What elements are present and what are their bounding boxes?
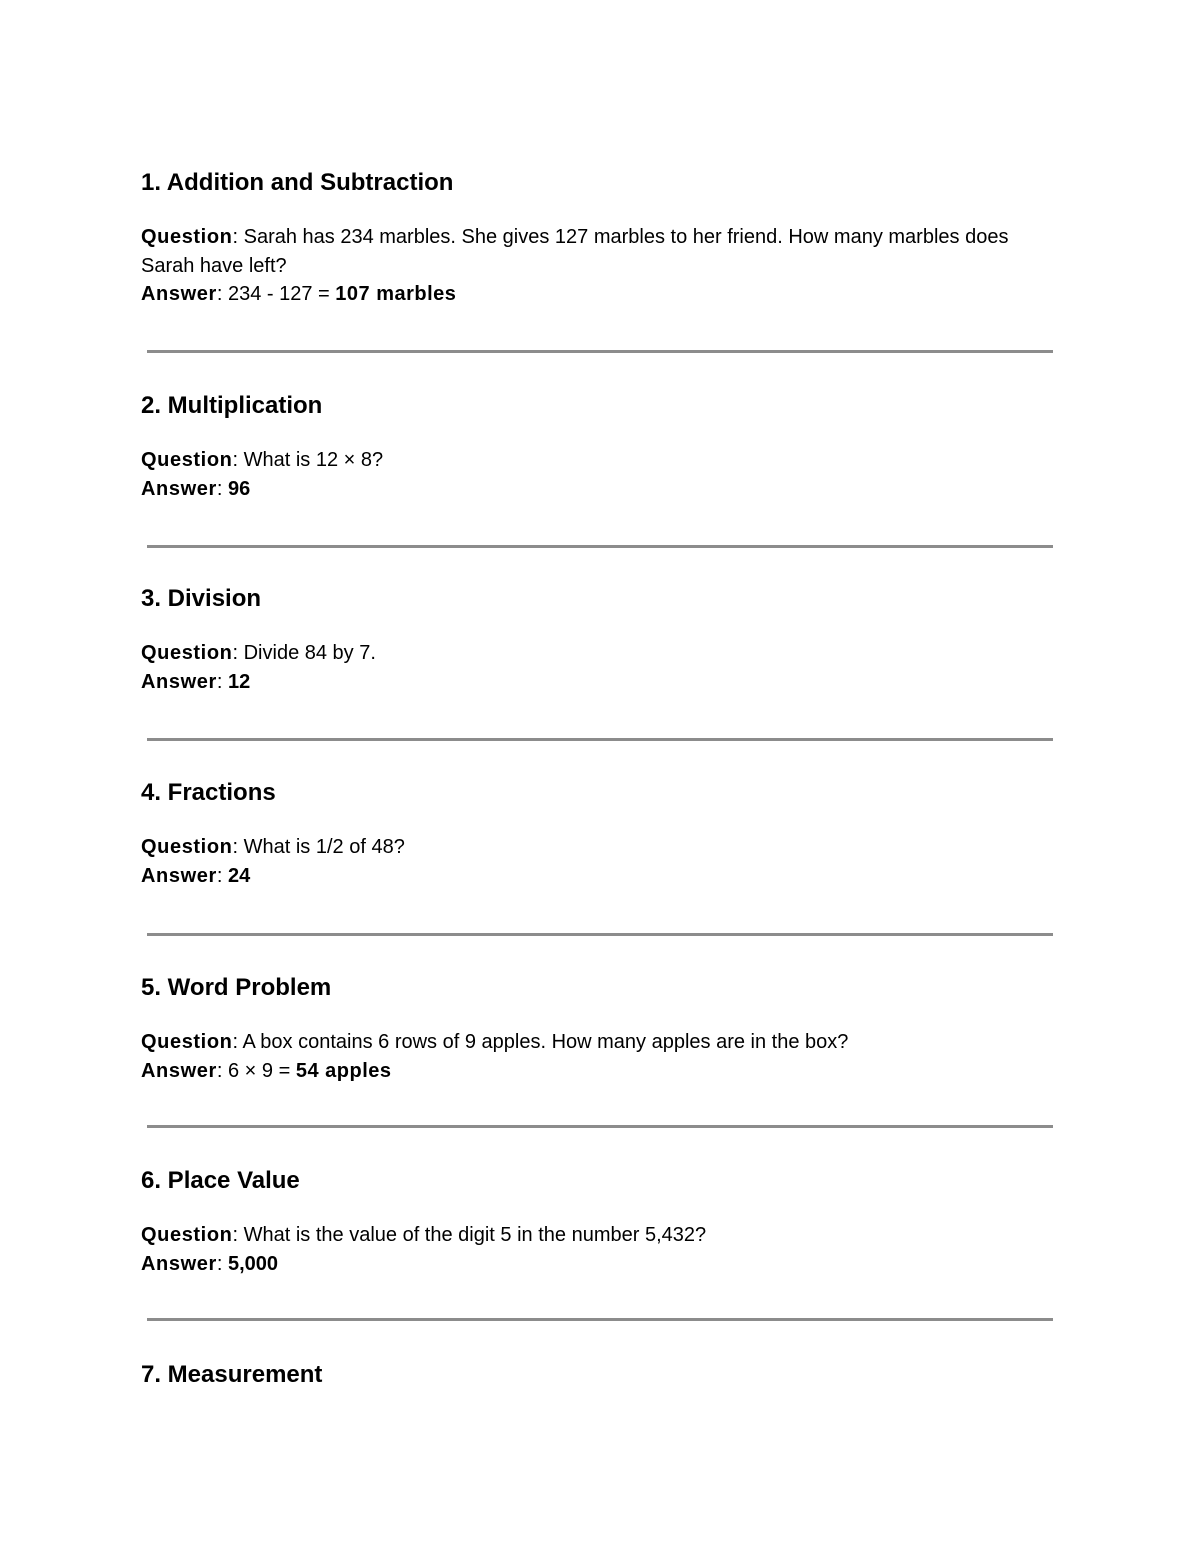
question-answer-block <box>141 639 1041 696</box>
answer-expression: 6 × 9 = <box>227 1059 296 1082</box>
answer-label: Answer <box>141 1252 217 1275</box>
section-heading: 3. Division <box>141 585 262 612</box>
question-answer-block <box>141 223 1041 309</box>
question-text: What is 12 × 8? <box>243 449 384 471</box>
question-line: Question: What is 12 × 8? <box>141 449 384 471</box>
section-measurement <box>141 1360 1041 1390</box>
question-text: Divide 84 by 7. <box>243 642 376 664</box>
section-heading: 5. Word Problem <box>141 974 332 1001</box>
section-heading: 2. Multiplication <box>141 392 323 419</box>
divider-rule <box>147 738 1053 741</box>
answer-label: Answer <box>141 1059 217 1082</box>
answer-line: Answer: 234 - 127 = 107 marbles <box>141 283 457 305</box>
question-line: Question: What is the value of the digit 5 in the number 5,432? <box>141 1224 707 1246</box>
answer-label: Answer <box>141 864 217 887</box>
question-label: Question <box>141 1224 233 1246</box>
section-word-problem <box>141 973 1041 1085</box>
question-label: Question <box>141 1031 233 1053</box>
answer-value: 107 marbles <box>335 283 457 305</box>
section-addition-subtraction <box>141 168 1041 309</box>
question-label: Question <box>141 836 233 858</box>
divider-rule <box>147 1318 1053 1321</box>
section-multiplication <box>141 391 1041 503</box>
question-text: What is the value of the digit 5 in the number 5,432? <box>243 1224 707 1246</box>
divider-rule <box>147 933 1053 936</box>
answer-line: Answer: 5,000 <box>141 1252 279 1275</box>
question-answer-block <box>141 446 1041 503</box>
answer-label: Answer <box>141 670 217 693</box>
answer-expression: 234 - 127 = <box>227 283 336 305</box>
answer-line: Answer: 12 <box>141 670 251 693</box>
answer-value: 54 apples <box>295 1059 392 1082</box>
section-heading: 4. Fractions <box>141 779 276 806</box>
answer-label: Answer <box>141 283 217 305</box>
answer-value: 24 <box>227 864 251 887</box>
divider-rule <box>147 1125 1053 1128</box>
answer-value: 96 <box>227 477 251 500</box>
section-place-value <box>141 1166 1041 1278</box>
question-label: Question <box>141 226 233 248</box>
question-answer-block <box>141 1028 1041 1085</box>
answer-line: Answer: 24 <box>141 864 251 887</box>
question-answer-block <box>141 833 1041 890</box>
answer-value: 12 <box>227 670 251 693</box>
question-text: Sarah has 234 marbles. She gives 127 marbles to her friend. How many marbles does Sarah have left? <box>141 226 1009 277</box>
section-heading: 6. Place Value <box>141 1167 300 1194</box>
question-label: Question <box>141 642 233 664</box>
question-line: Question: A box contains 6 rows of 9 apples. How many apples are in the box? <box>141 1031 849 1053</box>
section-fractions <box>141 778 1041 890</box>
question-label: Question <box>141 449 233 471</box>
answer-line: Answer: 96 <box>141 477 251 500</box>
section-heading: 7. Measurement <box>141 1361 323 1388</box>
question-line: Question: Divide 84 by 7. <box>141 642 376 664</box>
section-division <box>141 584 1041 696</box>
divider-rule <box>147 350 1053 353</box>
question-text: What is 1/2 of 48? <box>243 836 405 858</box>
divider-rule <box>147 545 1053 548</box>
question-line: Question: Sarah has 234 marbles. She gives 127 marbles to her friend. How many marbles does Sarah have left? <box>141 226 1009 277</box>
question-line: Question: What is 1/2 of 48? <box>141 836 405 858</box>
question-text: A box contains 6 rows of 9 apples. How many apples are in the box? <box>242 1031 849 1053</box>
question-answer-block <box>141 1221 1041 1278</box>
answer-value: 5,000 <box>227 1252 279 1275</box>
answer-line: Answer: 6 × 9 = 54 apples <box>141 1059 392 1082</box>
section-heading: 1. Addition and Subtraction <box>141 169 454 196</box>
answer-label: Answer <box>141 477 217 500</box>
